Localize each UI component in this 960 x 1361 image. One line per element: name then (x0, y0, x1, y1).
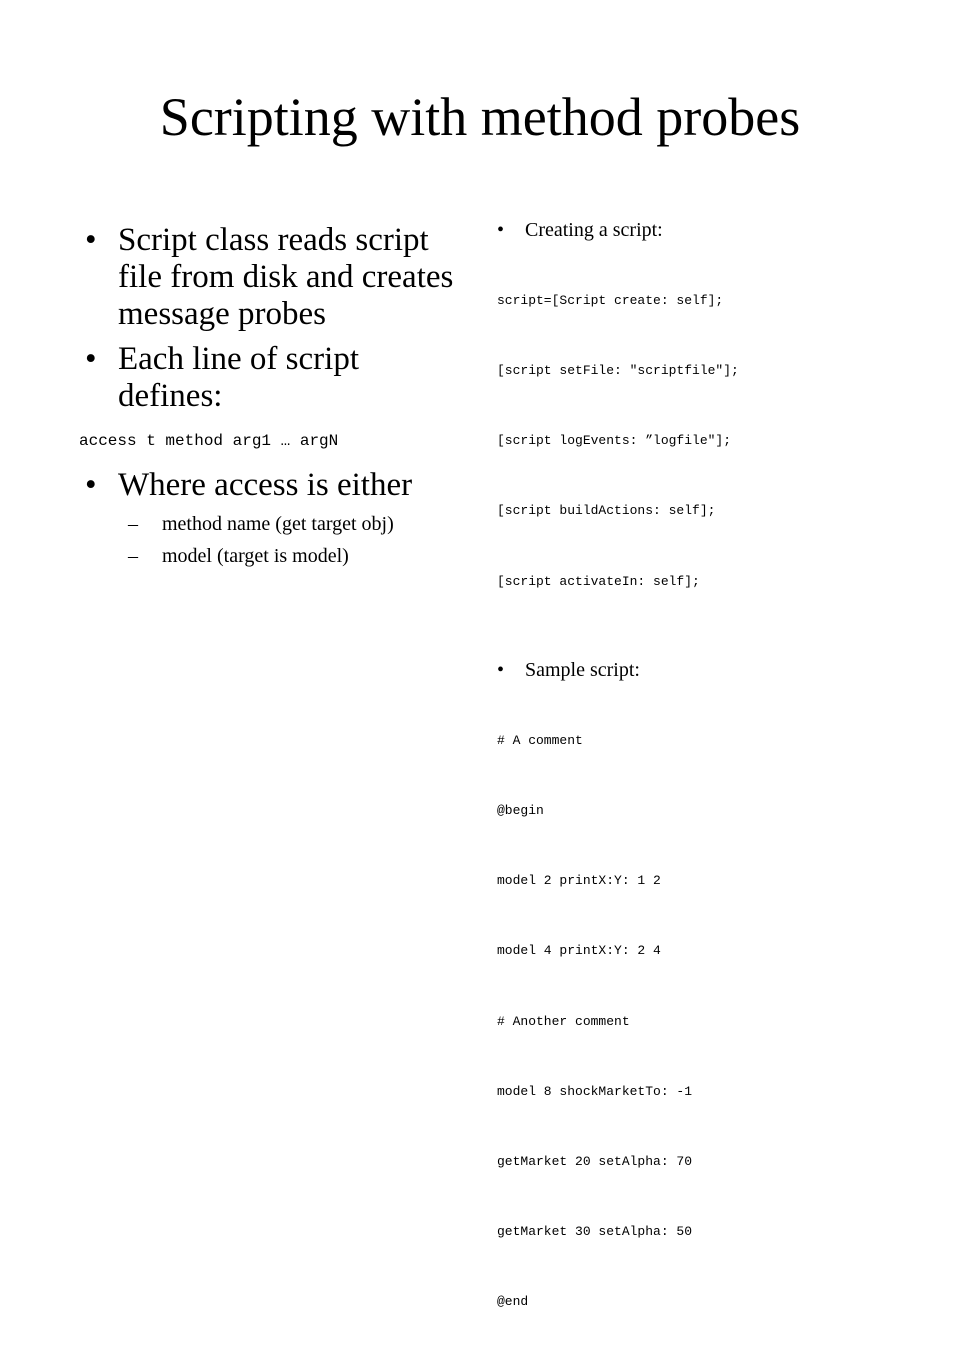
right-column (497, 218, 937, 1361)
sub-item-text: model (target is model) (162, 545, 349, 567)
left-column (79, 222, 465, 568)
code-line: [script buildActions: self]; (497, 503, 716, 519)
sub-item-text: method name (get target obj) (162, 513, 394, 535)
bullet-dot-icon: • (85, 341, 97, 377)
code-line: getMarket 30 setAlpha: 50 (497, 1224, 693, 1240)
code-line: [script activateIn: self]; (497, 573, 700, 589)
code-line: model 2 printX:Y: 1 2 (497, 873, 661, 889)
dash-icon: – (128, 513, 138, 535)
bullet-dot-icon: • (85, 467, 97, 503)
code-line: # Another comment (497, 1013, 630, 1029)
bullet-item (85, 341, 465, 415)
bullet-dot-icon: • (497, 658, 505, 681)
bullet-text: Where access is either (118, 467, 413, 503)
bullet-text: Script class reads script file from disk and creates message probes (118, 222, 454, 332)
code-line: @begin (497, 802, 544, 818)
sample-code-block (497, 682, 937, 1361)
creating-label: Creating a script: (525, 219, 663, 241)
code-line: model 8 shockMarketTo: -1 (497, 1083, 693, 1099)
sub-item (85, 512, 465, 536)
code-line: @end (497, 1294, 529, 1310)
sample-label: Sample script: (525, 658, 640, 681)
creating-code-block (497, 242, 937, 640)
sub-item (85, 544, 465, 568)
dash-icon: – (128, 545, 138, 567)
slide-title: Scripting with method probes (159, 87, 801, 147)
code-line: script=[Script create: self]; (497, 292, 724, 308)
code-line: getMarket 20 setAlpha: 70 (497, 1154, 693, 1170)
bullet-text: Each line of script defines: (118, 341, 359, 414)
code-line: [script setFile: "scriptfile"]; (497, 363, 739, 379)
code-line: # A comment (497, 732, 583, 748)
bullet-item (85, 222, 465, 333)
creating-heading (497, 218, 937, 242)
bullet-dot-icon: • (497, 219, 505, 241)
syntax-code-line: access t method arg1 … argN (79, 432, 339, 450)
bullet-item (85, 467, 465, 504)
sample-heading (497, 658, 937, 682)
code-line: [script logEvents: ”logfile"]; (497, 433, 732, 449)
code-line: model 4 printX:Y: 2 4 (497, 943, 661, 959)
bullet-dot-icon: • (85, 222, 97, 258)
